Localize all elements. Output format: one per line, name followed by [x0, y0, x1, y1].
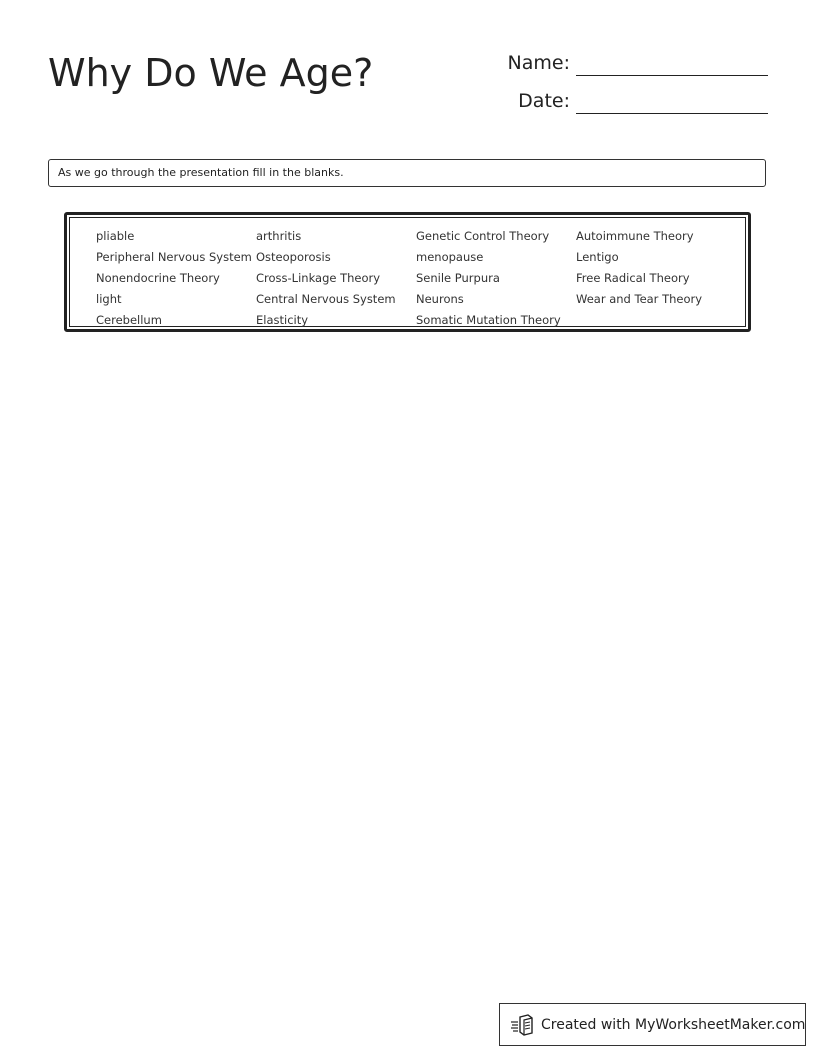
word-bank-item: Wear and Tear Theory [576, 292, 703, 306]
word-bank-item: Genetic Control Theory [416, 229, 550, 243]
instructions-box: As we go through the presentation fill in the blanks. [48, 159, 766, 187]
word-bank-item: Nonendocrine Theory [96, 271, 220, 285]
word-bank-grid [69, 217, 746, 327]
name-blank-line [576, 75, 768, 76]
word-bank-item: Osteoporosis [256, 250, 331, 264]
word-bank-item: Autoimmune Theory [576, 229, 694, 243]
word-bank-item: Peripheral Nervous System [96, 250, 252, 264]
word-bank-item: menopause [416, 250, 484, 264]
worksheet-title: Why Do We Age? [48, 51, 374, 95]
word-bank-item: Central Nervous System [256, 292, 396, 306]
word-bank [64, 212, 751, 332]
worksheet-maker-logo-icon [511, 1014, 535, 1036]
name-label: Name: [507, 52, 570, 74]
word-bank-item: Cerebellum [96, 313, 162, 327]
date-blank-line [576, 113, 768, 114]
word-bank-item: pliable [96, 229, 135, 243]
name-field [504, 50, 768, 76]
footer-credit-text: Created with MyWorksheetMaker.com [541, 1016, 806, 1033]
word-bank-item: Elasticity [256, 313, 309, 327]
word-bank-item: Senile Purpura [416, 271, 500, 285]
date-label: Date: [518, 90, 570, 112]
word-bank-item: Neurons [416, 292, 464, 306]
word-bank-item: Cross-Linkage Theory [256, 271, 381, 285]
word-bank-item: Free Radical Theory [576, 271, 690, 285]
word-bank-item: light [96, 292, 122, 306]
footer-credit[interactable] [499, 1003, 806, 1046]
word-bank-item: Lentigo [576, 250, 619, 264]
date-field [504, 88, 768, 114]
word-bank-item: Somatic Mutation Theory [416, 313, 561, 327]
word-bank-item: arthritis [256, 229, 302, 243]
